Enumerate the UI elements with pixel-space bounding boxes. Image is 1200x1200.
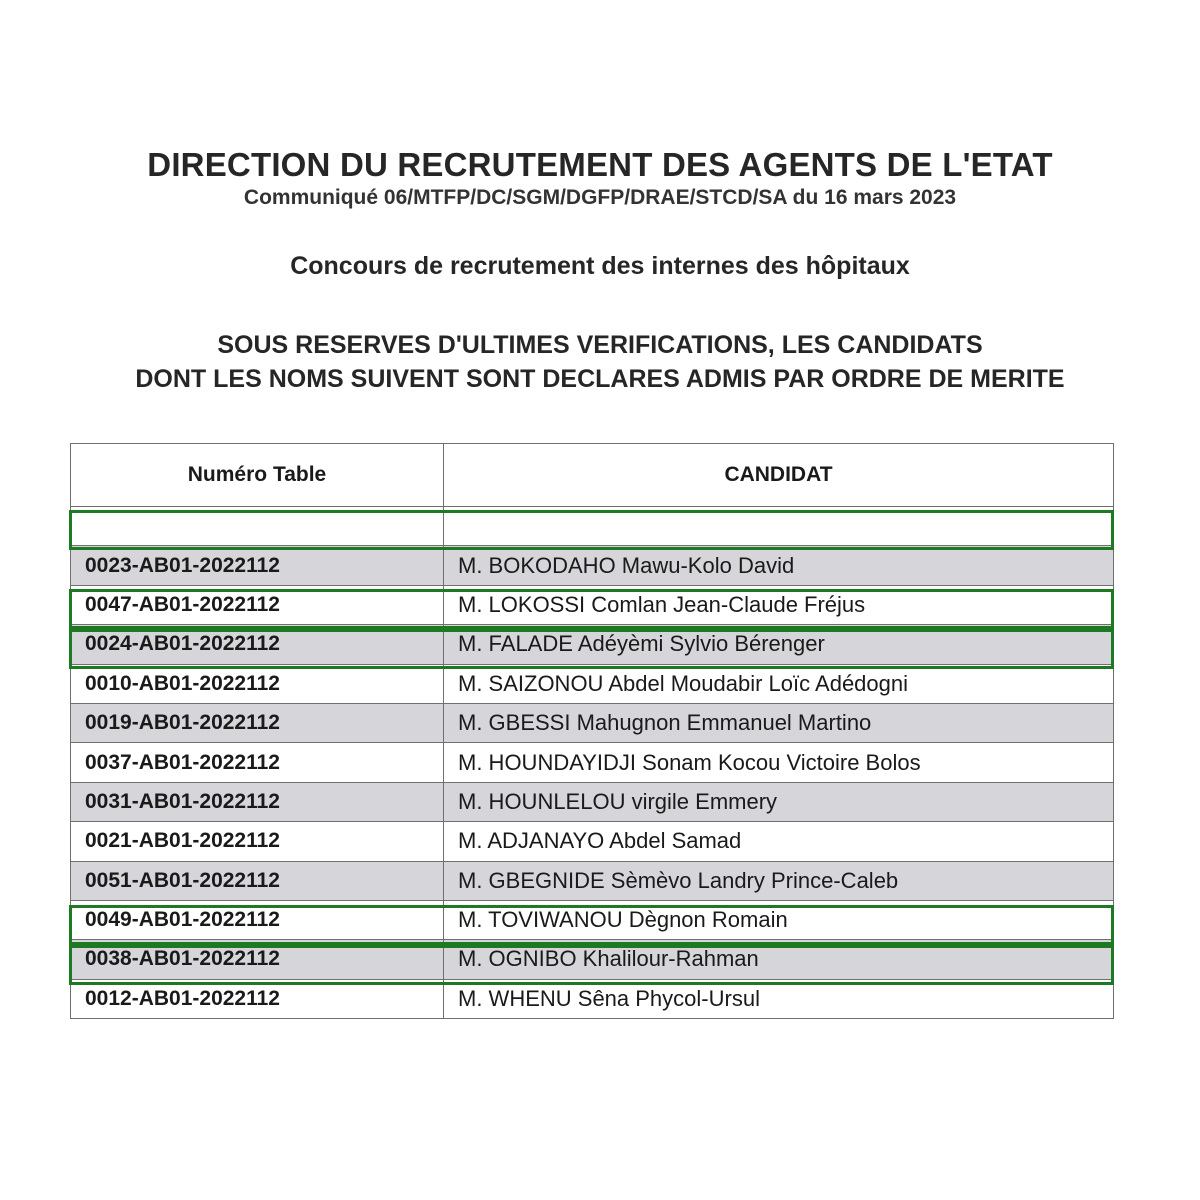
table-row [71, 979, 1114, 1018]
table-spacer-row [71, 507, 1114, 546]
table-number-cell: 0049-AB01-2022112 [71, 900, 444, 939]
candidate-name-cell: M. SAIZONOU Abdel Moudabir Loïc Adédogni [444, 664, 1114, 703]
table-number-cell: 0010-AB01-2022112 [71, 664, 444, 703]
candidate-name-cell: M. OGNIBO Khalilour-Rahman [444, 940, 1114, 979]
table-row [71, 782, 1114, 821]
candidate-name-cell: M. ADJANAYO Abdel Samad [444, 822, 1114, 861]
page-title: DIRECTION DU RECRUTEMENT DES AGENTS DE L'ETAT [147, 146, 1053, 183]
table-row [71, 625, 1114, 664]
table-row [71, 585, 1114, 624]
table-row [71, 900, 1114, 939]
admission-notice [0, 328, 1200, 396]
table-row [71, 940, 1114, 979]
candidate-name-cell: M. GBEGNIDE Sèmèvo Landry Prince-Caleb [444, 861, 1114, 900]
candidate-name-cell: M. BOKODAHO Mawu-Kolo David [444, 546, 1114, 585]
candidate-name-cell: M. LOKOSSI Comlan Jean-Claude Fréjus [444, 585, 1114, 624]
column-header-candidate: CANDIDAT [444, 444, 1114, 507]
table-number-cell: 0024-AB01-2022112 [71, 625, 444, 664]
table-number-cell: 0038-AB01-2022112 [71, 940, 444, 979]
table-number-cell: 0021-AB01-2022112 [71, 822, 444, 861]
column-header-table-number: Numéro Table [71, 444, 444, 507]
table-row [71, 861, 1114, 900]
admission-notice-line-2: DONT LES NOMS SUIVENT SONT DECLARES ADMIS PAR ORDRE DE MERITE [135, 365, 1065, 393]
contest-title: Concours de recrutement des internes des hôpitaux [290, 252, 910, 280]
candidate-name-cell: M. HOUNDAYIDJI Sonam Kocou Victoire Bolos [444, 743, 1114, 782]
table-row [71, 664, 1114, 703]
table-number-cell: 0012-AB01-2022112 [71, 979, 444, 1018]
table-header-row [71, 444, 1114, 507]
table-number-cell: 0019-AB01-2022112 [71, 703, 444, 742]
table-number-cell: 0051-AB01-2022112 [71, 861, 444, 900]
table-row [71, 703, 1114, 742]
results-table-body [71, 507, 1114, 1019]
table-row [71, 743, 1114, 782]
table-number-cell: 0023-AB01-2022112 [71, 546, 444, 585]
admission-notice-line-1: SOUS RESERVES D'ULTIMES VERIFICATIONS, LES CANDIDATS [217, 331, 983, 359]
candidate-name-cell: M. HOUNLELOU virgile Emmery [444, 782, 1114, 821]
table-row [71, 546, 1114, 585]
table-row [71, 822, 1114, 861]
table-number-cell: 0037-AB01-2022112 [71, 743, 444, 782]
candidate-name-cell: M. WHENU Sêna Phycol-Ursul [444, 979, 1114, 1018]
table-number-cell: 0031-AB01-2022112 [71, 782, 444, 821]
candidate-name-cell: M. GBESSI Mahugnon Emmanuel Martino [444, 703, 1114, 742]
results-table [70, 443, 1114, 1019]
communique-reference: Communiqué 06/MTFP/DC/SGM/DGFP/DRAE/STCD/SA du 16 mars 2023 [243, 186, 957, 209]
table-number-cell: 0047-AB01-2022112 [71, 585, 444, 624]
candidate-name-cell: M. FALADE Adéyèmi Sylvio Bérenger [444, 625, 1114, 664]
candidate-name-cell: M. TOVIWANOU Dègnon Romain [444, 900, 1114, 939]
